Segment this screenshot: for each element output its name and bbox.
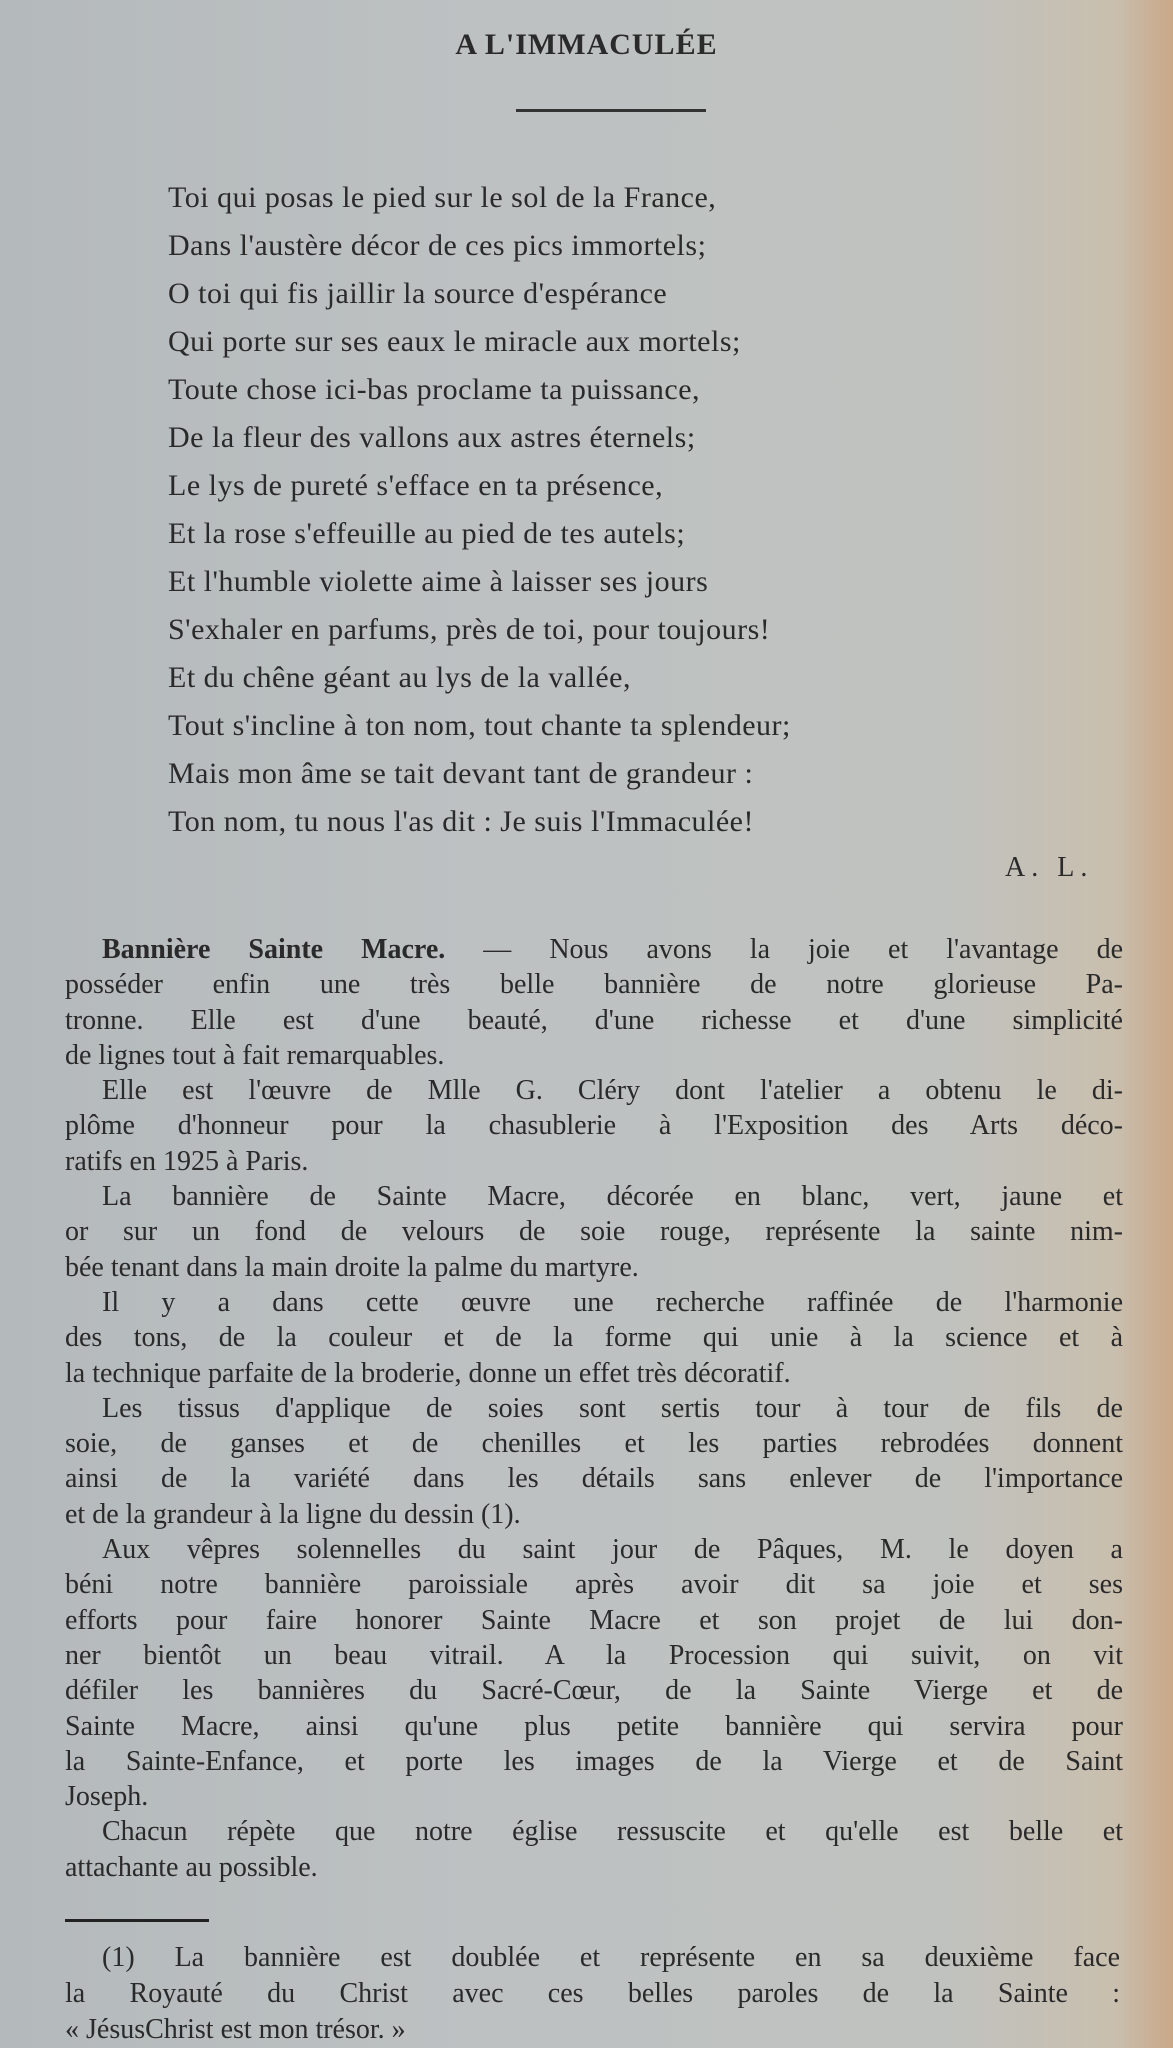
article-line: Elle est l'œuvre de Mlle G. Cléry dont l'atelier a obtenu le di-	[102, 1075, 1123, 1107]
article-line: Sainte Macre, ainsi qu'une plus petite bannière qui servira pour	[65, 1710, 1123, 1742]
poem-line: Et l'humble violette aime à laisser ses jours	[168, 565, 709, 598]
article-line: posséder enfin une très belle bannière de notre glorieuse Pa-	[65, 969, 1123, 1001]
article-body	[65, 932, 1123, 1885]
article-line: bée tenant dans la main droite la palme du martyre.	[65, 1251, 639, 1283]
article-line: Joseph.	[65, 1781, 149, 1813]
footnote-line: « JésusChrist est mon trésor. »	[65, 2014, 406, 2045]
article-line: attachante au possible.	[65, 1851, 318, 1883]
poem-line: Qui porte sur ses eaux le miracle aux mortels;	[168, 325, 741, 358]
article-line: ainsi de la variété dans les détails sans enlever de l'importance	[65, 1463, 1123, 1495]
poem-line: S'exhaler en parfums, près de toi, pour toujours!	[168, 613, 771, 646]
poem-line: Ton nom, tu nous l'as dit : Je suis l'Immaculée!	[168, 805, 754, 838]
poem-line: Tout s'incline à ton nom, tout chante ta splendeur;	[168, 709, 791, 742]
title-separator	[516, 109, 706, 112]
poem	[168, 174, 791, 846]
article-line: or sur un fond de velours de soie rouge, représente la sainte nim-	[65, 1216, 1123, 1248]
article-line: de lignes tout à fait remarquables.	[65, 1039, 445, 1071]
article-line: défiler les bannières du Sacré-Cœur, de la Sainte Vierge et de	[65, 1675, 1123, 1707]
article-text: — Nous avons la joie et l'avantage de	[445, 934, 1123, 965]
poem-line: Dans l'austère décor de ces pics immortels;	[168, 229, 707, 262]
footnote	[65, 1940, 1120, 2048]
article-line: la technique parfaite de la broderie, donne un effet très décoratif.	[65, 1357, 791, 1389]
poem-line: De la fleur des vallons aux astres éternels;	[168, 421, 696, 454]
article-line: plôme d'honneur pour la chasublerie à l'Exposition des Arts déco-	[65, 1110, 1123, 1142]
poem-line: Le lys de pureté s'efface en ta présence,	[168, 469, 664, 502]
article-line: Chacun répète que notre église ressuscite et qu'elle est belle et	[102, 1816, 1123, 1848]
article-line	[65, 932, 1123, 967]
poem-signature: A. L.	[1005, 852, 1094, 883]
article-line: tronne. Elle est d'une beauté, d'une richesse et d'une simplicité	[65, 1004, 1123, 1036]
poem-line: Mais mon âme se tait devant tant de grandeur :	[168, 757, 754, 790]
poem-line: O toi qui fis jaillir la source d'espérance	[168, 277, 668, 310]
article-line: La bannière de Sainte Macre, décorée en blanc, vert, jaune et	[102, 1181, 1123, 1213]
footnote-rule	[65, 1919, 209, 1922]
article-line: efforts pour faire honorer Sainte Macre et son projet de lui don-	[65, 1604, 1123, 1636]
article-line: et de la grandeur à la ligne du dessin (1).	[65, 1498, 521, 1530]
article-line: des tons, de la couleur et de la forme qui unie à la science et à	[65, 1322, 1123, 1354]
article-line: la Sainte-Enfance, et porte les images de la Vierge et de Saint	[65, 1745, 1123, 1777]
article-lead: Bannière Sainte Macre.	[102, 934, 446, 965]
article-line: ner bientôt un beau vitrail. A la Procession qui suivit, on vit	[65, 1639, 1123, 1671]
poem-line: Et du chêne géant au lys de la vallée,	[168, 661, 631, 694]
article-line: Aux vêpres solennelles du saint jour de Pâques, M. le doyen a	[102, 1534, 1123, 1566]
article-line: ratifs en 1925 à Paris.	[65, 1145, 309, 1177]
poem-line: Toi qui posas le pied sur le sol de la France,	[168, 181, 717, 214]
article-line: soie, de ganses et de chenilles et les parties rebrodées donnent	[65, 1428, 1123, 1460]
article-line: béni notre bannière paroissiale après avoir dit sa joie et ses	[65, 1569, 1123, 1601]
article-line: Il y a dans cette œuvre une recherche raffinée de l'harmonie	[102, 1286, 1123, 1318]
poem-line: Et la rose s'effeuille au pied de tes autels;	[168, 517, 686, 550]
poem-title: A L'IMMACULÉE	[455, 28, 718, 61]
footnote-line: (1) La bannière est doublée et représente en sa deuxième face	[102, 1942, 1120, 1973]
footnote-line: la Royauté du Christ avec ces belles paroles de la Sainte :	[65, 1978, 1120, 2009]
poem-line: Toute chose ici-bas proclame ta puissance,	[168, 373, 701, 406]
article-line: Les tissus d'applique de soies sont sertis tour à tour de fils de	[102, 1392, 1123, 1424]
